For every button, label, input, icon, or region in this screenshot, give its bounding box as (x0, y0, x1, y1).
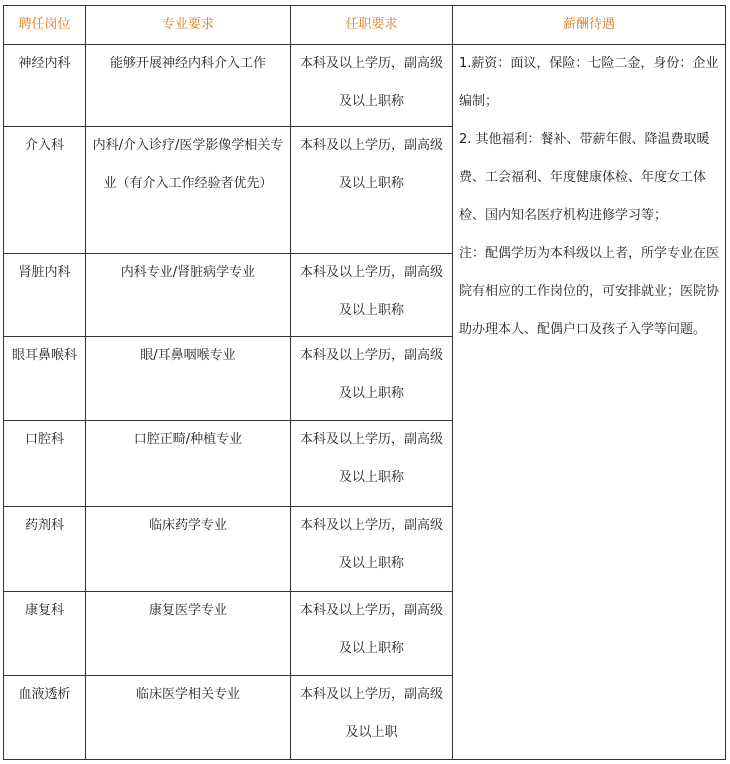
position-cell: 口腔科 (4, 421, 86, 507)
requirement-cell: 本科及以上学历，副高级及以上职 (291, 676, 453, 760)
benefits-note: 注：配偶学历为本科级以上者，所学专业在医院有相应的工作岗位的，可安排就业；医院协助办理本人、配偶户口及孩子入学等问题。 (459, 246, 720, 337)
requirement-cell: 本科及以上学历，副高级及以上职称 (291, 127, 453, 254)
recruitment-table (3, 5, 726, 760)
position-cell: 血液透析 (4, 676, 86, 760)
table-row (4, 45, 726, 127)
header-position: 聘任岗位 (4, 6, 86, 45)
major-cell: 临床药学专业 (86, 507, 291, 592)
major-cell: 临床医学相关专业 (86, 676, 291, 760)
header-benefits: 薪酬待遇 (453, 6, 726, 45)
requirement-cell: 本科及以上学历，副高级及以上职称 (291, 421, 453, 507)
header-row (4, 6, 726, 45)
position-cell: 眼耳鼻喉科 (4, 337, 86, 421)
position-cell: 肾脏内科 (4, 254, 86, 337)
position-cell: 介入科 (4, 127, 86, 254)
requirement-cell: 本科及以上学历，副高级及以上职称 (291, 592, 453, 676)
major-cell: 内科/介入诊疗/医学影像学相关专业（有介入工作经验者优先） (86, 127, 291, 254)
requirement-cell: 本科及以上学历，副高级及以上职称 (291, 337, 453, 421)
position-cell: 神经内科 (4, 45, 86, 127)
benefits-cell (453, 45, 726, 760)
benefits-salary: 1.薪资：面议，保险：七险二金，身份：企业编制； (459, 56, 719, 109)
major-cell: 能够开展神经内科介入工作 (86, 45, 291, 127)
major-cell: 口腔正畸/种植专业 (86, 421, 291, 507)
requirement-cell: 本科及以上学历，副高级及以上职称 (291, 254, 453, 337)
header-major: 专业要求 (86, 6, 291, 45)
position-cell: 药剂科 (4, 507, 86, 592)
major-cell: 内科专业/肾脏病学专业 (86, 254, 291, 337)
position-cell: 康复科 (4, 592, 86, 676)
requirement-cell: 本科及以上学历，副高级及以上职称 (291, 45, 453, 127)
header-requirement: 任职要求 (291, 6, 453, 45)
benefits-welfare: 2. 其他福利：餐补、带薪年假、降温费取暖费、工会福利、年度健康体检、年度女工体检、国内知名医疗机构进修学习等； (459, 132, 710, 223)
major-cell: 眼/耳鼻咽喉专业 (86, 337, 291, 421)
requirement-cell: 本科及以上学历，副高级及以上职称 (291, 507, 453, 592)
major-cell: 康复医学专业 (86, 592, 291, 676)
